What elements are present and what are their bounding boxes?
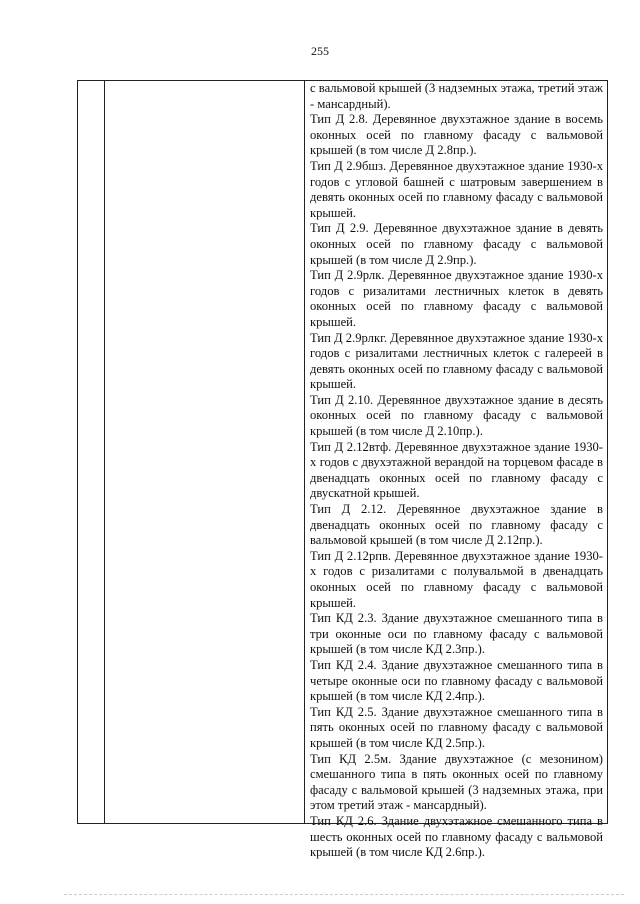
entry-type-kd-2-6: Тип КД 2.6. Здание двухэтажное смешанного типа в шесть оконных осей по главному фасаду с вальмовой крышей (в том числе КД 2.6пр.). [310,813,603,860]
entry-type-d-2-12vtf: Тип Д 2.12втф. Деревянное двухэтажное здание 1930-х годов с двухэтажной верандой на торцевом фасаде в двенадцать оконных осей по главному фасаду с двускатной крышей. [310,439,603,501]
entry-type-d-2-12rpv: Тип Д 2.12рпв. Деревянное двухэтажное здание 1930-х годов с ризалитами с полувальмой в двенадцать оконных осей по главному фасаду с вальмовой крышей. [310,548,603,610]
scan-bottom-rule [64,894,624,895]
column-divider-1 [104,81,105,823]
building-types-table [77,80,608,860]
entry-type-d-2-10: Тип Д 2.10. Деревянное двухэтажное здание в десять оконных осей по главному фасаду с вальмовой крышей (в том числе Д 2.10пр.). [310,392,603,439]
entry-type-kd-2-5: Тип КД 2.5. Здание двухэтажное смешанного типа в пять оконных осей по главному фасаду с вальмовой крышей (в том числе КД 2.5пр.). [310,704,603,750]
page-number: 255 [311,44,329,58]
entry-type-d-2-8: Тип Д 2.8. Деревянное двухэтажное здание в восемь оконных осей по главному фасаду с вальмовой крышей (в том числе Д 2.8пр.). [310,112,603,158]
entry-continuation: с вальмовой крышей (3 надземных этажа, третий этаж - мансардный). [310,81,603,111]
entry-type-kd-2-3: Тип КД 2.3. Здание двухэтажное смешанного типа в три оконные оси по главному фасаду с вальмовой крышей (в том числе КД 2.3пр.). [310,611,603,657]
entry-type-d-2-9rlk: Тип Д 2.9рлк. Деревянное двухэтажное здание 1930-х годов с ризалитами лестничных клеток в девять оконных осей по главному фасаду с вальмовой крышей. [310,268,603,329]
entry-type-d-2-9bsh: Тип Д 2.9бшз. Деревянное двухэтажное здание 1930-х годов с угловой башней с шатровым завершением в девять оконных осей по главному фасаду с вальмовой крышей. [310,158,603,220]
column-divider-2 [304,81,305,823]
description-column [310,81,603,861]
entry-type-d-2-9rlkg: Тип Д 2.9рлкг. Деревянное двухэтажное здание 1930-х годов с ризалитами лестничных клеток с галереей в девять оконных осей по главному фасаду с вальмовой крышей. [310,330,603,392]
entry-type-d-2-9: Тип Д 2.9. Деревянное двухэтажное здание в девять оконных осей по главному фасаду с вальмовой крышей (в том числе Д 2.9пр.). [310,221,603,267]
entry-type-kd-2-5m: Тип КД 2.5м. Здание двухэтажное (с мезонином) смешанного типа в пять оконных осей по главному фасаду с вальмовой крышей (3 надземных этажа, при этом третий этаж - мансардный). [310,751,603,813]
entry-type-d-2-12: Тип Д 2.12. Деревянное двухэтажное здание в двенадцать оконных осей по главному фасаду с вальмовой крышей (в том числе Д 2.12пр.). [310,502,603,548]
entry-type-kd-2-4: Тип КД 2.4. Здание двухэтажное смешанного типа в четыре оконные оси по главному фасаду с вальмовой крышей (в том числе КД 2.4пр.). [310,657,603,704]
